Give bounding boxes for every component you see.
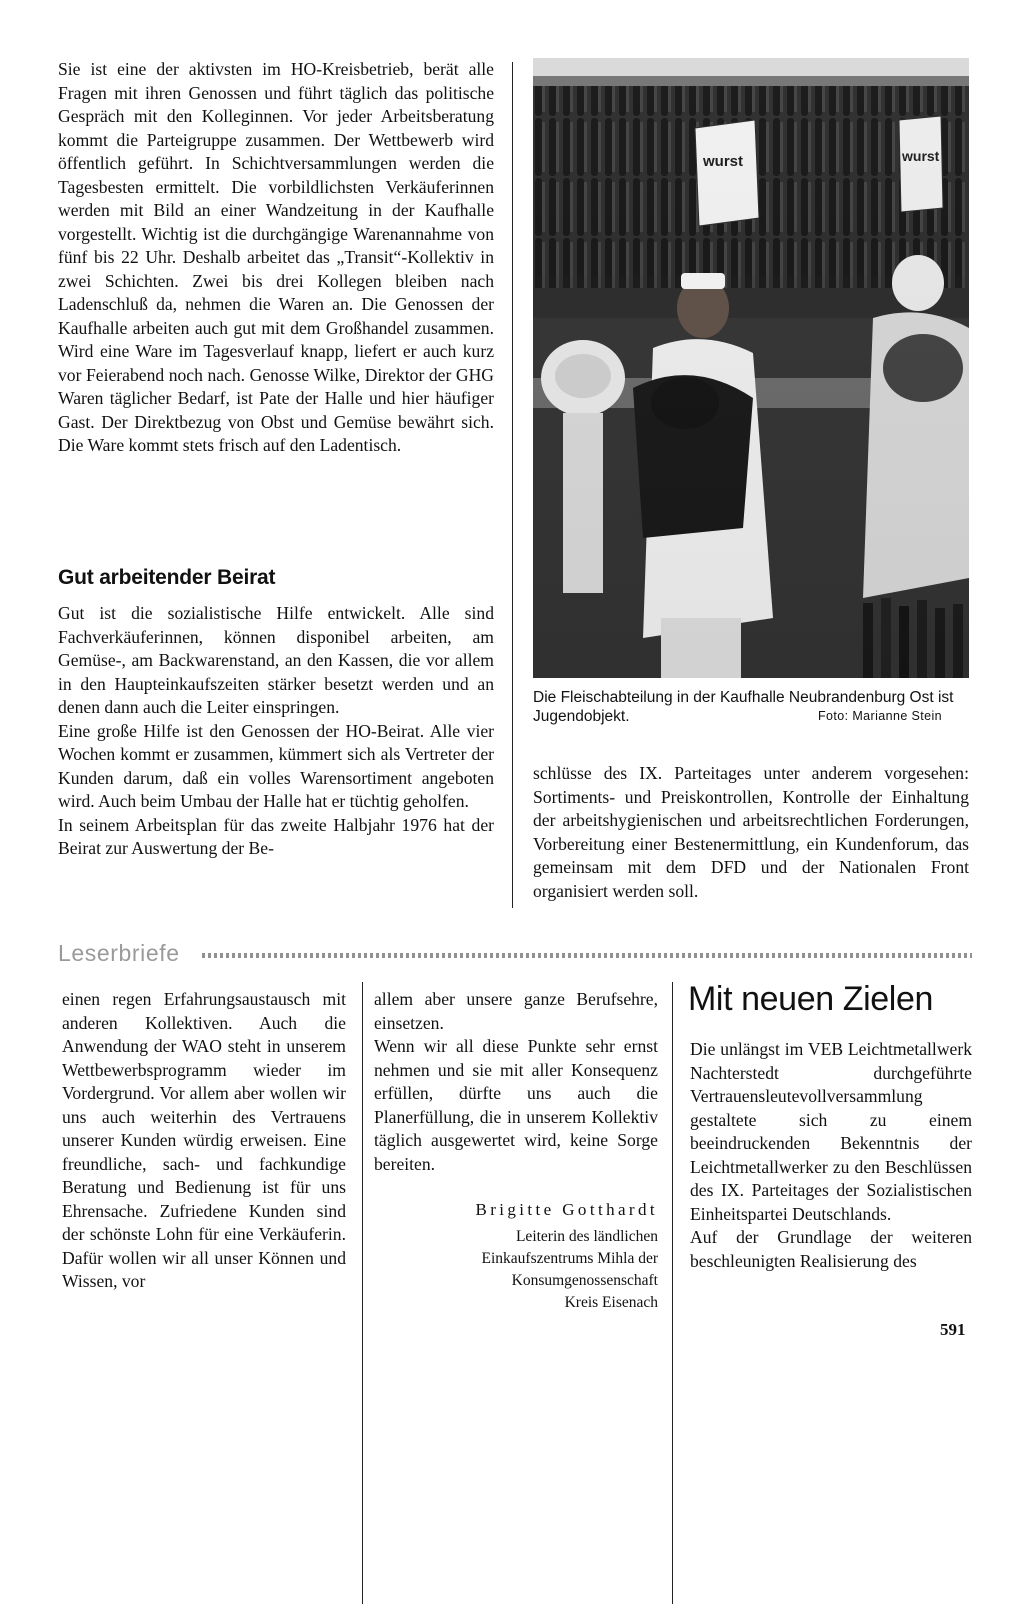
main-column-top <box>58 58 494 458</box>
column-rule <box>362 982 363 1604</box>
paragraph: In seinem Arbeitsplan für das zweite Halbjahr 1976 hat der Beirat zur Auswertung der Be- <box>58 814 494 858</box>
signature-role <box>374 1226 658 1314</box>
signature-role-line: Leiterin des ländlichen <box>515 1228 658 1245</box>
paragraph: schlüsse des IX. Parteitages unter anderem vorgesehen: Sortiments- und Preiskontrollen, Kontrolle der Einhaltung der arbeitshygienischen und arbeitsrechtlichen Forderungen, Vorbereitung einer Bestenermittlung, ein Kundenforum, das gemeinsam mit dem DFD und der Nationalen Front organisiert werden soll. <box>533 763 969 901</box>
subheading: Gut arbeitender Beirat <box>58 566 276 589</box>
letter-column-1 <box>62 988 346 1294</box>
main-column-bottom <box>58 602 494 861</box>
column-rule <box>672 982 673 1604</box>
paragraph: allem aber unsere ganze Berufsehre, einsetzen. <box>374 989 658 1033</box>
signature-role-line: Konsumgenossenschaft <box>511 1272 658 1289</box>
paragraph: Wenn wir all diese Punkte sehr ernst nehmen und sie mit aller Konsequenz erfüllen, dürfte uns auch die Planerfüllung, die in unserem Kollektiv täglich ausgewertet wird, keine Sorge bereiten. <box>374 1036 658 1174</box>
photo-caption: Die Fleischabteilung in der Kaufhalle Neubrandenburg Ost ist Jugendobjekt. <box>533 689 954 725</box>
sign-right-text: wurst <box>902 148 940 164</box>
paragraph: Auf der Grundlage der weiteren beschleunigten Realisierung des <box>690 1227 972 1271</box>
paragraph: einen regen Erfahrungsaustausch mit anderen Kollektiven. Auch die Anwendung der WAO steht in unserem Wettbewerbsprogramm wieder im Vordergrund. Vor allem aber wollen wir uns auch weiterhin des Vertrauens unserer Kunden würdig erweisen. Eine freundliche, sach- und fachkundige Beratung und Bedienung ist für uns Ehrensache. Zufriedene Kunden sind der schönste Lohn für eine Verkäuferin. Dafür wollen wir all unser Können und Wissen, vor <box>62 989 346 1291</box>
paragraph: Gut ist die sozialistische Hilfe entwickelt. Alle sind Fachverkäuferinnen, können disponibel arbeiten, am Gemüse-, am Backwarenstand, an den Kassen, die vor allem in den Haupteinkaufszeiten stärker besetzt werden und an denen dann auch die Leiter einspringen. <box>58 603 494 717</box>
photo-credit: Foto: Marianne Stein <box>818 709 943 723</box>
paragraph: Eine große Hilfe ist den Genossen der HO-Beirat. Alle vier Wochen kommt er zusammen, kümmert sich als Vertreter der Kunden darum, daß ein volles Warensortiment angeboten wird. Auch beim Umbau der Halle hat er tüchtig geholfen. <box>58 720 494 811</box>
signature-name: Brigitte Gotthardt <box>475 1200 658 1219</box>
sign-left-text: wurst <box>703 153 744 170</box>
photo-illustration <box>533 58 969 678</box>
paragraph: Sie ist eine der aktivsten im HO-Kreisbetrieb, berät alle Fragen mit ihren Genossen und führt täglich das politische Gespräch mit den Kolleginnen. Vor jeder Arbeitsberatung kommt die Parteigruppe zusammen. Der Wettbewerb wird öffentlich geführt. In Schichtversammlungen werden die Tagesbesten ermittelt. Die vorbildlichsten Verkäuferinnen werden mit Bild an einer Wandzeitung in der Kaufhalle vorgestellt. Wichtig ist die durchgängige Warenannahme von fünf bis 22 Uhr. Deshalb arbeitet das „Transit“-Kollektiv in zwei Schichten. Zwei bis drei Kollegen bleiben nach Ladenschluß da, nehmen die Waren an. Die Genossen der Kaufhalle arbeiten auch gut mit dem Großhandel zusammen. Wird eine Ware im Tagesverlauf knapp, liefert er auch kurz vor Feierabend noch nach. Genosse Wilke, Direktor der GHG Waren täglicher Bedarf, ist Pate der Halle und hier häufiger Gast. Der Direktbezug von Obst und Gemüse bewährt sich. Die Ware kommt stets frisch auf den Ladentisch. <box>58 59 494 455</box>
right-column-continuation <box>533 762 969 903</box>
section-label: Leserbriefe <box>58 940 180 966</box>
letter-column-2 <box>374 988 658 1176</box>
page-number: 591 <box>940 1320 966 1339</box>
signature-role-line: Einkaufszentrums Mihla der <box>481 1250 658 1267</box>
photo-meat-counter <box>533 58 969 678</box>
paragraph: Die unlängst im VEB Leichtmetallwerk Nachterstedt durchgeführte Vertrauensleutevollversammlung gestaltete sich zu einem beeindruckenden Bekenntnis der Leichtmetallwerker zu den Beschlüssen des IX. Parteitages der Sozialistischen Einheitspartei Deutschlands. <box>690 1039 972 1224</box>
article-title: Mit neuen Zielen <box>688 980 933 1018</box>
signature-role-line: Kreis Eisenach <box>564 1294 658 1311</box>
section-rule <box>202 953 972 958</box>
column-rule <box>512 62 513 908</box>
article-body <box>690 1038 972 1273</box>
